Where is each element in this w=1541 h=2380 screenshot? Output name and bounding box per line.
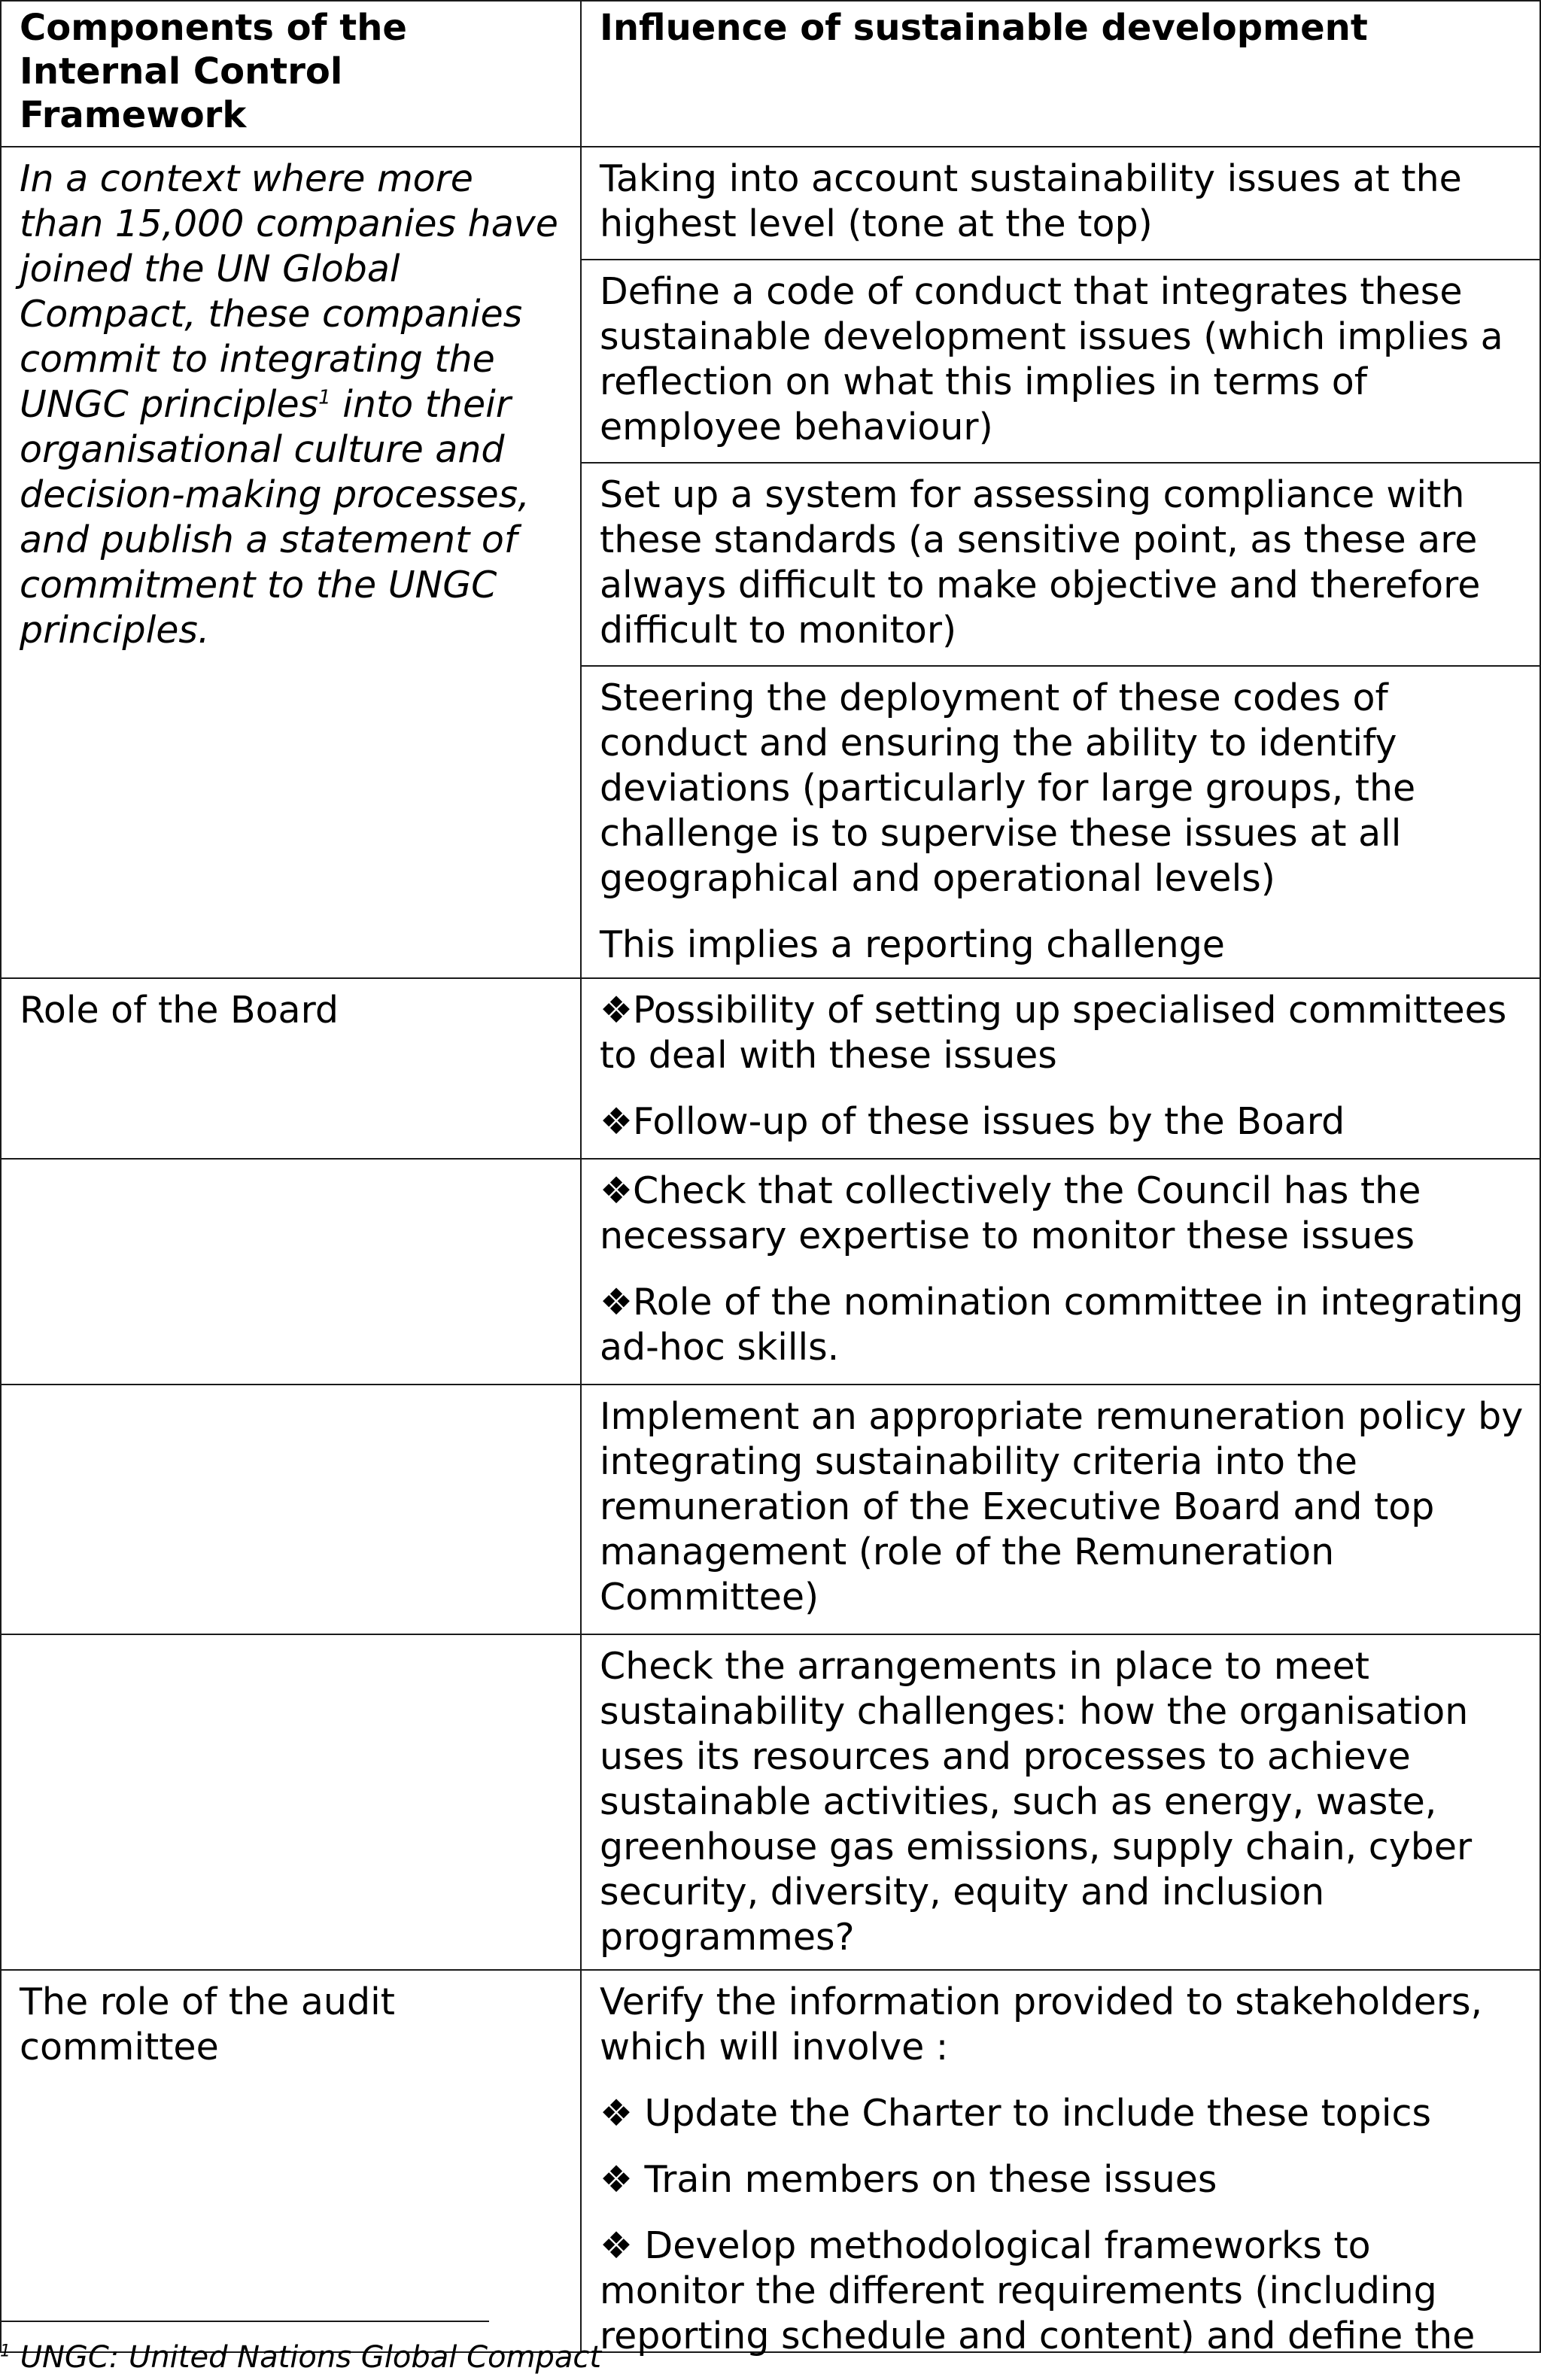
table-row — [1, 1634, 1540, 1970]
audit-cell — [581, 1970, 1540, 2357]
arrangements-cell: Check the arrangements in place to meet sustainability challenges: how the organisation uses its resources and processes to achieve sustainable activities, such as energy, waste, greenhouse gas emissions, supply chain, cyber security, diversity, equity and inclusion programmes? — [581, 1634, 1540, 1970]
empty-cell — [1, 1634, 581, 1970]
audit-label: The role of the audit committee — [1, 1970, 581, 2352]
empty-cell — [1, 1385, 581, 1634]
table-row — [1, 978, 1540, 1159]
bullet-item: ❖ Check that collectively the Council has the necessary expertise to monitor these issues — [600, 1169, 1524, 1259]
intro-text: In a context where more than 15,000 companies have joined the UN Global Compact, these companies commit to integrating the UNGC principles — [20, 157, 558, 426]
header-influence: Influence of sustainable development — [581, 1, 1540, 147]
table-row — [1, 1970, 1540, 2352]
board-label: Role of the Board — [1, 978, 581, 1159]
steering-cell — [581, 666, 1540, 978]
table-row — [1, 1385, 1540, 1634]
audit-intro: Verify the information provided to stakeholders, which will involve : — [600, 1980, 1483, 2068]
reporting-note: This implies a reporting challenge — [600, 923, 1225, 966]
audit-content — [600, 1980, 1524, 2357]
expertise-cell — [581, 1159, 1540, 1385]
bullet-item: ❖ Update the Charter to include these topics — [600, 2091, 1524, 2136]
remuneration-cell: Implement an appropriate remuneration policy by integrating sustainability criteria into the remuneration of the Executive Board and top management (role of the Remuneration Committee) — [581, 1385, 1540, 1634]
footnote-ref: 1 — [318, 386, 331, 409]
bullet-item: ❖ Possibility of setting up specialised committees to deal with these issues — [600, 988, 1524, 1078]
bullet-item: ❖ Develop methodological frameworks to monitor the different requirements (including reporting schedule and content) and define the — [600, 2223, 1524, 2359]
header-components: Components of the Internal Control Framework — [1, 1, 581, 147]
intro-text-rest: into their organisational culture and decision-making processes, and publish a statement of commitment to the UNGC principles. — [20, 383, 530, 652]
code-of-conduct-cell: Define a code of conduct that integrates these sustainable development issues (which implies a reflection on what this implies in terms of employee behaviour) — [581, 260, 1540, 463]
steering-text: Steering the deployment of these codes of conduct and ensuring the ability to identify deviations (particularly for large groups, the challenge is to supervise these issues at all geographical and operational levels) — [600, 676, 1416, 900]
tone-at-top-cell: Taking into account sustainability issues at the highest level (tone at the top) — [581, 147, 1540, 260]
table-row — [1, 1159, 1540, 1385]
board-cell — [581, 978, 1540, 1159]
intro-cell — [1, 147, 581, 978]
bullet-item: ❖ Follow-up of these issues by the Board — [600, 1099, 1524, 1144]
bullet-item: ❖ Role of the nomination committee in integrating ad-hoc skills. — [600, 1280, 1524, 1370]
footnote-mark: 1 — [0, 2342, 11, 2361]
footnote — [0, 2339, 601, 2376]
table-row — [1, 147, 1540, 260]
bullet-item: ❖ Train members on these issues — [600, 2157, 1524, 2202]
header-row — [1, 1, 1540, 147]
footnote-text: UNGC: United Nations Global Compact — [11, 2340, 602, 2375]
compliance-system-cell: Set up a system for assessing compliance with these standards (a sensitive point, as these are always difficult to make objective and therefore difficult to monitor) — [581, 463, 1540, 666]
footnote-divider — [0, 2321, 489, 2322]
empty-cell — [1, 1159, 581, 1385]
